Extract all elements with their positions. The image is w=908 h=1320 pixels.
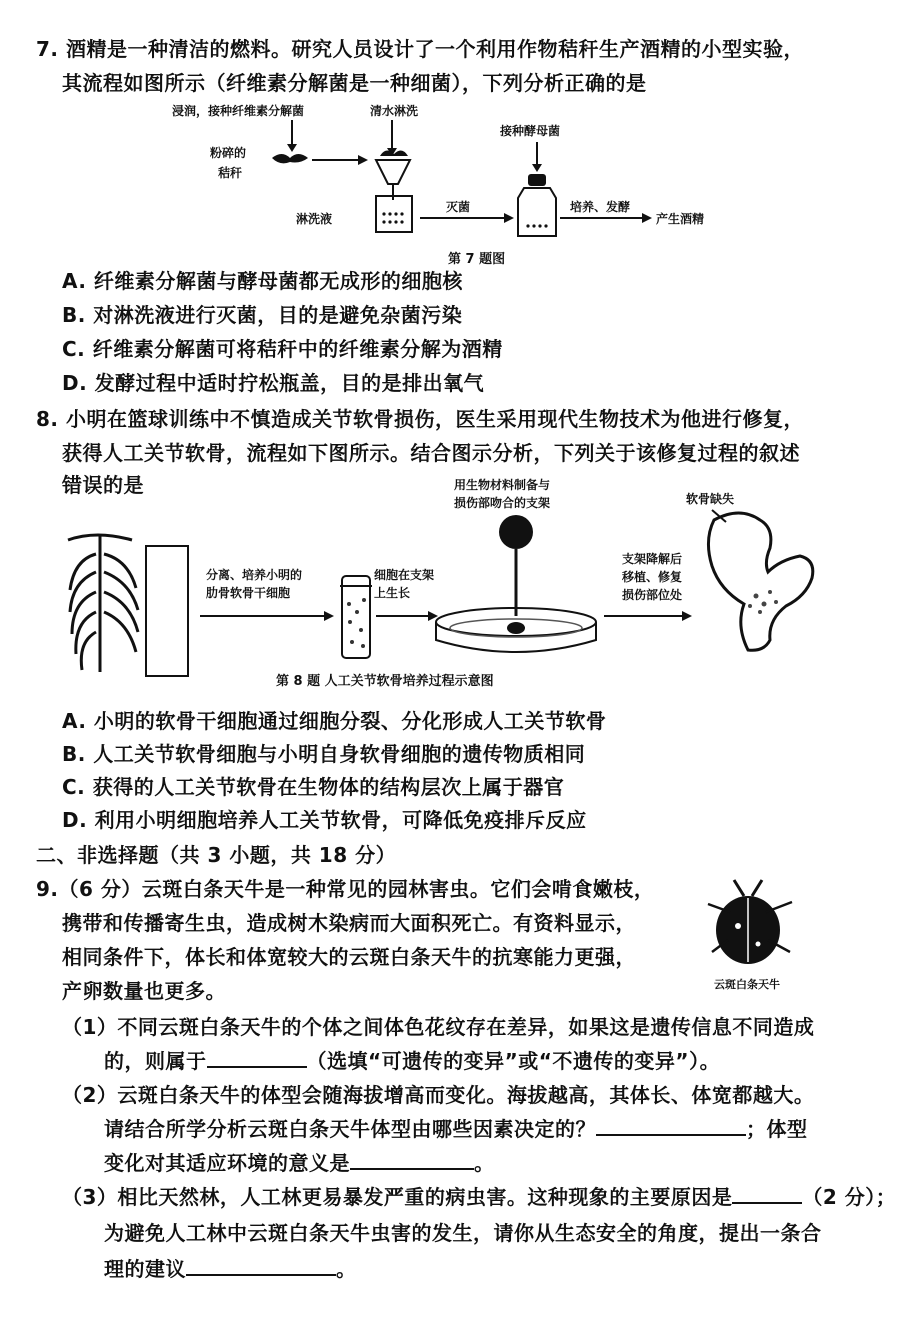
q9-stem-line2: 携带和传播寄生虫，造成树木染病而大面积死亡。有资料显示， [62, 911, 636, 935]
q8-stem-line1: 8. 小明在篮球训练中不慎造成关节软骨损伤，医生采用现代生物技术为他进行修复， [36, 407, 804, 431]
q9-sub3-line1: （3）相比天然林，人工林更易暴发严重的病虫害。这种现象的主要原因是 （2 分）； [62, 1185, 897, 1209]
q8-stem-line3: 错误的是 [62, 473, 144, 497]
q8-label-separate-1: 分离、培养小明的 [206, 568, 303, 582]
q8-label-implant-2: 移植、修复 [622, 570, 683, 584]
q8-label-scaffold-1: 用生物材料制备与 [454, 478, 551, 492]
q8-option-d: D. 利用小明细胞培养人工关节软骨，可降低免疫排斥反应 [62, 808, 587, 832]
q9-sub1-line2: 的，则属于 （选填“可遗传的变异”或“不遗传的变异”）。 [104, 1049, 721, 1073]
q7-option-c: C. 纤维素分解菌可将秸秆中的纤维素分解为酒精 [62, 337, 503, 361]
answer-blank-1[interactable] [207, 1048, 307, 1068]
q7-option-b: B. 对淋洗液进行灭菌，目的是避免杂菌污染 [62, 303, 463, 327]
q8-figure-caption: 第 8 题 人工关节软骨培养过程示意图 [276, 674, 494, 689]
answer-blank-5[interactable] [186, 1256, 336, 1276]
q7-figure-caption: 第 7 题图 [448, 252, 506, 267]
q7-label-inoculate-yeast: 接种酵母菌 [500, 124, 561, 138]
q7-label-rinse: 清水淋洗 [370, 104, 419, 118]
q8-label-implant-1: 支架降解后 [622, 552, 683, 566]
q8-option-b: B. 人工关节软骨细胞与小明自身软骨细胞的遗传物质相同 [62, 742, 586, 766]
q9-sub1-line1: （1）不同云斑白条天牛的个体之间体色花纹存在差异，如果这是遗传信息不同造成 [62, 1015, 815, 1039]
q9-sub3-line2: 为避免人工林中云斑白条天牛虫害的发生，请你从生态安全的角度，提出一条合 [104, 1221, 822, 1245]
section-2-heading: 二、非选择题（共 3 小题，共 18 分） [36, 843, 397, 867]
q7-option-a: A. 纤维素分解菌与酵母菌都无成形的细胞核 [62, 269, 463, 293]
q8-label-cartilage-missing: 软骨缺失 [686, 492, 735, 506]
q8-option-a: A. 小明的软骨干细胞通过细胞分裂、分化形成人工关节软骨 [62, 709, 607, 733]
q7-stem-line2: 其流程如图所示（纤维素分解菌是一种细菌），下列分析正确的是 [62, 71, 647, 95]
q7-label-wash-liquid: 淋洗液 [296, 212, 333, 226]
answer-blank-3[interactable] [350, 1150, 474, 1170]
q7-label-culture: 培养、发酵 [570, 200, 631, 214]
q9-sub2-line3: 变化对其适应环境的意义是 。 [104, 1151, 495, 1175]
q7-label-sterilize: 灭菌 [446, 200, 471, 214]
answer-blank-2[interactable] [596, 1116, 746, 1136]
q7-stem-line1: 7. 酒精是一种清洁的燃料。研究人员设计了一个利用作物秸秆生产酒精的小型实验， [36, 37, 804, 61]
q8-label-implant-3: 损伤部位处 [622, 588, 683, 602]
beetle-image-caption: 云斑白条天牛 [714, 978, 780, 991]
q9-stem-line3: 相同条件下，体长和体宽较大的云斑白条天牛的抗寒能力更强， [62, 945, 636, 969]
q7-option-d: D. 发酵过程中适时拧松瓶盖，目的是排出氧气 [62, 371, 485, 395]
q7-label-straw-1: 粉碎的 [210, 146, 247, 160]
q8-label-grow-2: 上生长 [374, 586, 411, 600]
q8-option-c: C. 获得的人工关节软骨在生物体的结构层次上属于器官 [62, 775, 565, 799]
q9-stem-line4: 产卵数量也更多。 [62, 979, 226, 1003]
q7-label-product: 产生酒精 [656, 212, 705, 226]
q7-label-straw-2: 秸秆 [218, 166, 243, 180]
q9-sub3-line3: 理的建议 。 [104, 1257, 357, 1281]
q8-label-grow-1: 细胞在支架 [374, 568, 435, 582]
q9-sub2-line2: 请结合所学分析云斑白条天牛体型由哪些因素决定的？ ；体型 [104, 1117, 808, 1141]
q8-label-scaffold-2: 损伤部吻合的支架 [454, 496, 551, 510]
q8-stem-line2: 获得人工关节软骨，流程如下图所示。结合图示分析，下列关于该修复过程的叙述 [62, 441, 800, 465]
q9-sub2-line1: （2）云斑白条天牛的体型会随海拔增高而变化。海拔越高，其体长、体宽都越大。 [62, 1083, 815, 1107]
answer-blank-4[interactable] [732, 1184, 802, 1204]
q8-label-separate-2: 肋骨软骨干细胞 [206, 586, 291, 600]
q9-stem-line1: 9.（6 分）云斑白条天牛是一种常见的园林害虫。它们会啃食嫩枝， [36, 877, 655, 901]
q7-label-inoculate-cellulose: 浸润，接种纤维素分解菌 [172, 104, 305, 118]
